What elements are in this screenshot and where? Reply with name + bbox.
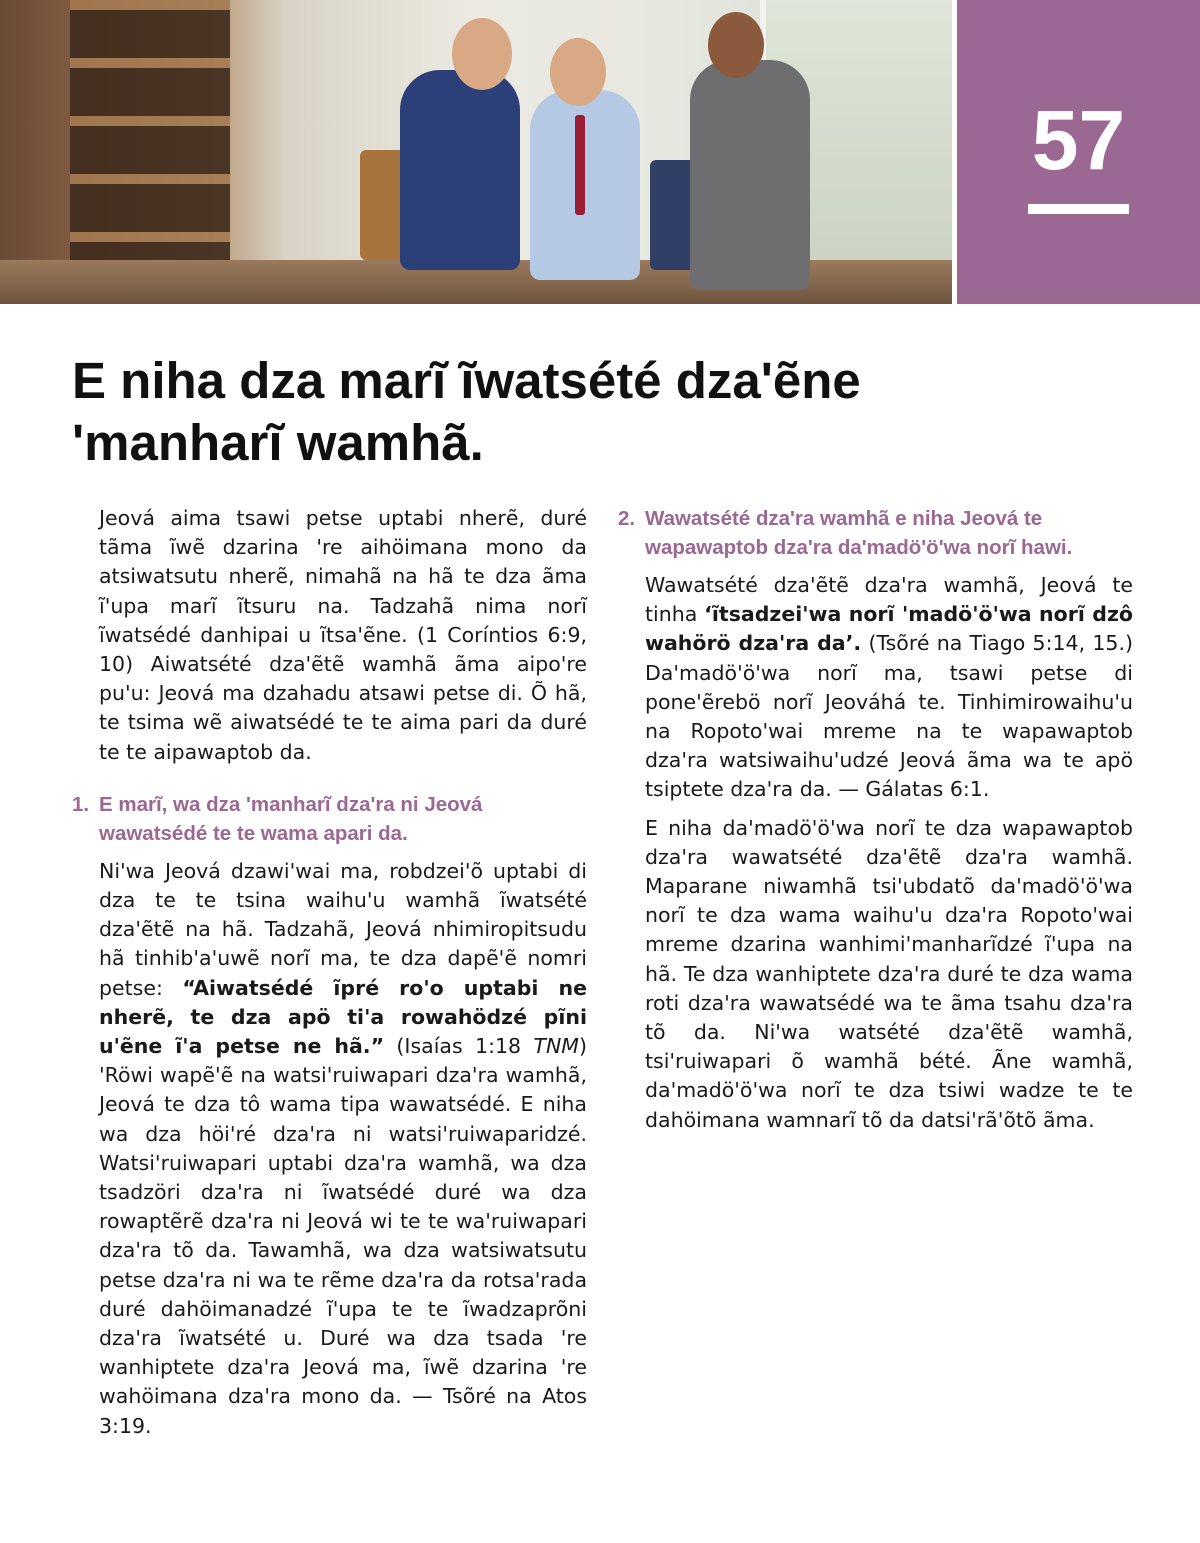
header-photo [0, 0, 952, 304]
lesson-badge [957, 0, 1200, 304]
question-1-text: E marĩ, wa dza 'manharĩ dza'ra ni Jeová wawatsédé te te wama apari da. [99, 792, 483, 845]
person-left [400, 70, 520, 270]
left-column [72, 504, 587, 1441]
question-1-heading [72, 790, 587, 848]
bookshelf [70, 0, 230, 304]
right-column [618, 504, 1133, 1135]
isaiah-reference: (Isaías 1:18 [384, 1034, 534, 1059]
tnm-abbreviation: TNM [533, 1034, 579, 1059]
person-right [690, 60, 810, 290]
isaiah-quote: “Aiwatsédé ĩpré ro'o uptabi ne nherẽ, te dza apö ti'a rowahödzé pĩni u'ẽne ĩ'a petse ne hã.” [99, 975, 587, 1059]
section-1-text-b: ) 'Röwi wapẽ'ẽ na watsi'ruiwapari dza'ra wamhã, Jeová te dza tô wama tipa wawatsédé. E niha wa dza höi'ré dza'ra ni watsi'ruiwaparidzé. Watsi'ruiwapari uptabi dza'ra wamhã, wa dza tsadzöri dza'ra ni ĩwatsédé duré wa dza rowaptẽrẽ dza'ra ni Jeová wi te te wa'ruiwapari dza'ra tõ da. Tawamhã, wa dza watsiwatsutu petse dza'ra ni wa te rẽme dza'ra da rotsa'rada duré dahöimanadzé ĩ'upa te te ĩwadzaprõni dza'ra ĩwatsété u. Duré wa dza tsada 're wanhiptete dza'ra Jeová ma, ĩwẽ dzarina 're wahöimana dza'ra mono da. — Tsõré na Atos 3:19. [99, 1034, 587, 1438]
question-2-heading [618, 504, 1133, 562]
lesson-number-underline [1028, 204, 1129, 214]
section-1-text-a: Ni'wa Jeová dzawi'wai ma, robdzei'õ uptabi di dza te te tsina waihu'u wamhã ĩwatsété dza'ẽtẽ na hã. Tadzahã, Jeová nhimiropitsudu hã tinhib'a'uwẽ norĩ ma, te dza dapẽ'ẽ nomri petse: [99, 858, 587, 1000]
section-2-text-a: Wawatsété dza'ẽtẽ dza'ra wamhã, Jeová te tinha [645, 573, 1133, 627]
lesson-number: 57 [1031, 93, 1126, 187]
person-center [530, 90, 640, 280]
james-quote: ‘ĩtsadzei'wa norĩ 'madö'ö'wa norĩ dzô wahörö dza'ra da’. [645, 602, 1133, 656]
section-1-paragraph [72, 857, 587, 1441]
section-2-paragraph-1 [618, 571, 1133, 805]
person-left-head [452, 18, 512, 90]
section-2-paragraph-2: E niha da'madö'ö'wa norĩ te dza wapawaptob dza'ra wawatsété dza'ẽtẽ dza'ra wamhã. Maparane niwamhã tsi'ubdatõ da'madö'ö'wa norĩ te dza wama waihu'u dza'ra Ropoto'wai mreme dzarina wanhimi'manharĩdzé ĩ'upa na hã. Te dza wanhiptete dza'ra duré te dza wama roti dza'ra wawatsédé wa te ãma tsahu dza'ra tõ da. Ni'wa watsété dza'ẽtẽ wamhã, tsi'ruiwapari õ wamhã bété. Ãne wamhã, da'madö'ö'wa norĩ te dza tsiwi wadze te te dahöimana wamnarĩ tõ da datsi'rã'õtõ ãma. [645, 815, 1133, 1132]
intro-paragraph: Jeová aima tsawi petse uptabi nherẽ, duré tãma ĩwẽ dzarina 're aihöimana mono da atsiwatsutu nherẽ, nimahã na hã te dza ãma ĩ'upa marĩ ĩtsuru na. Tadzahã nima norĩ ĩwatsédé danhipai u ĩtsa'ẽne. (1 Coríntios 6:9, 10) Aiwatsété dza'ẽtẽ wamhã ãma aipo're pu'u: Jeová ma dzahadu atsawi petse di. Õ hã, te tsima wẽ aiwatsédé te te aima pari da duré te te aipawaptob da. [99, 506, 587, 764]
question-2-text: Wawatsété dza'ra wamhã e niha Jeová te wapawaptob dza'ra da'madö'ö'wa norĩ hawi. [645, 507, 1073, 559]
person-right-head [708, 12, 764, 78]
section-2-text-b: (Tsõré na Tiago 5:14, 15.) Da'madö'ö'wa norĩ ma, tsawi petse di pone'ẽrebö norĩ Jeováhá te. Tinhimirowaihu'u na Ropoto'wai mreme na te wapawaptob dza'ra watsiwaihu'udzé Jeová ãma wa te apö tsiptete dza'ra da. — Gálatas 6:1. [645, 631, 1133, 802]
person-center-head [550, 38, 606, 106]
tie [575, 115, 585, 215]
question-1-number: 1. [72, 792, 90, 816]
page-title: E niha dza marĩ ĩwatsété dza'ẽne 'manharĩ wamhã. [72, 352, 861, 471]
question-2-number: 2. [618, 507, 636, 530]
